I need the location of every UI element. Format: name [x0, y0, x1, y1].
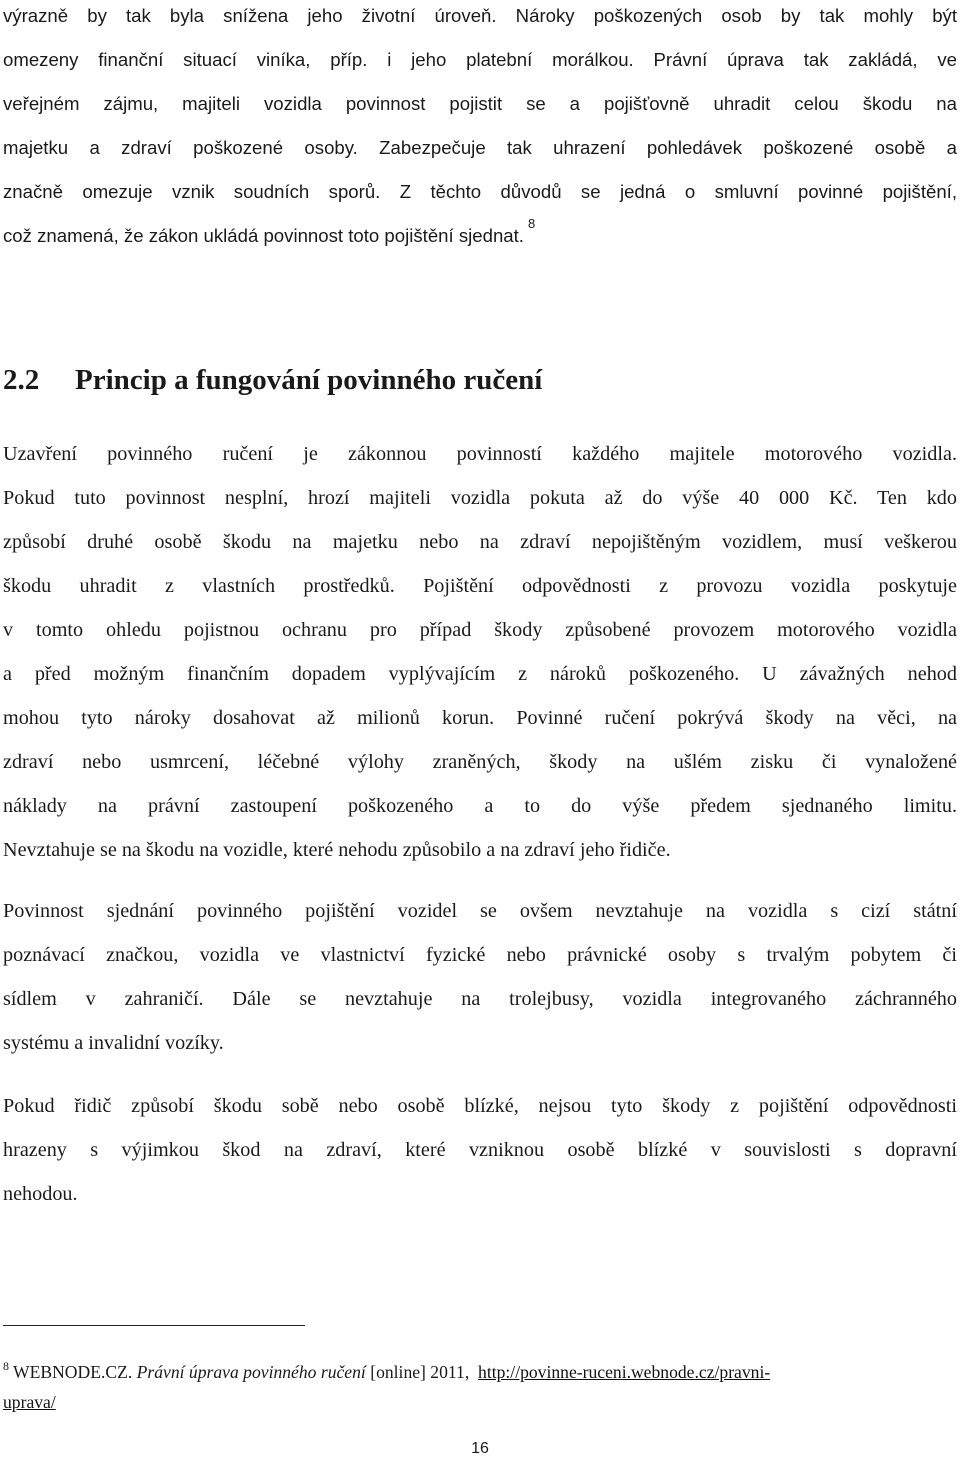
- text-line: Nevztahuje se na škodu na vozidle, které nehodu způsobilo a na zdraví jeho řidiče.: [3, 839, 671, 861]
- text-line: [3, 214, 957, 258]
- footnote-details: [online] 2011,: [370, 1362, 470, 1382]
- section-heading: [3, 358, 542, 402]
- text-line: Povinnost sjednání povinného pojištění vozidel se ovšem nevztahuje na vozidla s cizí státní: [3, 900, 957, 922]
- text-line: a před možným finančním dopadem vyplývajícím z nároků poškozeného. U závažných nehod: [3, 663, 957, 685]
- text-line: systému a invalidní vozíky.: [3, 1032, 224, 1054]
- text-line: majetku a zdraví poškozené osoby. Zabezpečuje tak uhrazení pohledávek poškozené osobě a: [3, 137, 957, 158]
- text-line: zdraví nebo usmrcení, léčebné výlohy zraněných, škody na ušlém zisku či vynaložené: [3, 751, 957, 773]
- text-line: značně omezuje vznik soudních sporů. Z těchto důvodů se jedná o smluvní povinné pojištění,: [3, 181, 957, 202]
- text-line: v tomto ohledu pojistnou ochranu pro případ škody způsobené provozem motorového vozidla: [3, 619, 957, 641]
- footnote-line: [3, 1357, 953, 1387]
- footnote-source: WEBNODE.CZ.: [13, 1362, 133, 1382]
- text-line: Pokud tuto povinnost nesplní, hrozí majiteli vozidla pokuta až do výše 40 000 Kč. Ten kdo: [3, 487, 957, 509]
- text-line: nehodou.: [3, 1183, 78, 1205]
- text-line: Uzavření povinného ručení je zákonnou povinností každého majitele motorového vozidla.: [3, 443, 957, 465]
- text-line-content: což znamená, že zákon ukládá povinnost toto pojištění sjednat.: [3, 225, 524, 246]
- footnote-line: [3, 1387, 953, 1417]
- footnote: [3, 1357, 953, 1417]
- paragraph-1: [3, 432, 957, 872]
- text-line: sídlem v zahraničí. Dále se nevztahuje na trolejbusy, vozidla integrovaného záchranného: [3, 988, 957, 1010]
- text-line: omezeny finanční situací viníka, příp. i jeho platební morálkou. Právní úprava tak zakládá, ve: [3, 49, 957, 70]
- text-line: mohou tyto nároky dosahovat až milionů korun. Povinné ručení pokrývá škody na věci, na: [3, 707, 957, 729]
- text-line: způsobí druhé osobě škodu na majetku nebo na zdraví nepojištěným vozidlem, musí veškerou: [3, 531, 957, 553]
- footnote-divider: [3, 1325, 305, 1326]
- paragraph-top: [3, 0, 957, 258]
- footnote-link-continued[interactable]: uprava/: [3, 1392, 56, 1412]
- text-line: veřejném zájmu, majiteli vozidla povinnost pojistit se a pojišťovně uhradit celou škodu na: [3, 93, 957, 114]
- section-number: 2.2: [3, 364, 40, 396]
- footnote-mark: 8: [3, 1359, 9, 1373]
- footnote-title: Právní úprava povinného ručení: [136, 1362, 366, 1382]
- text-line: výrazně by tak byla snížena jeho životní úroveň. Nároky poškozených osob by tak mohly být: [3, 5, 957, 26]
- page-number: 16: [471, 1440, 489, 1457]
- section-title: Princip a fungování povinného ručení: [75, 364, 543, 396]
- paragraph-3: [3, 1084, 957, 1216]
- text-line: poznávací značkou, vozidla ve vlastnictví fyzické nebo právnické osoby s trvalým pobytem či: [3, 944, 957, 966]
- text-line: škodu uhradit z vlastních prostředků. Pojištění odpovědnosti z provozu vozidla poskytuje: [3, 575, 957, 597]
- footnote-link[interactable]: http://povinne-ruceni.webnode.cz/pravni-: [478, 1362, 771, 1382]
- paragraph-2: [3, 889, 957, 1065]
- footnote-reference[interactable]: 8: [527, 216, 536, 231]
- text-line: hrazeny s výjimkou škod na zdraví, které vzniknou osobě blízké v souvislosti s dopravní: [3, 1139, 957, 1161]
- text-line: náklady na právní zastoupení poškozeného a to do výše předem sjednaného limitu.: [3, 795, 957, 817]
- text-line: Pokud řidič způsobí škodu sobě nebo osobě blízké, nejsou tyto škody z pojištění odpovědnosti: [3, 1095, 957, 1117]
